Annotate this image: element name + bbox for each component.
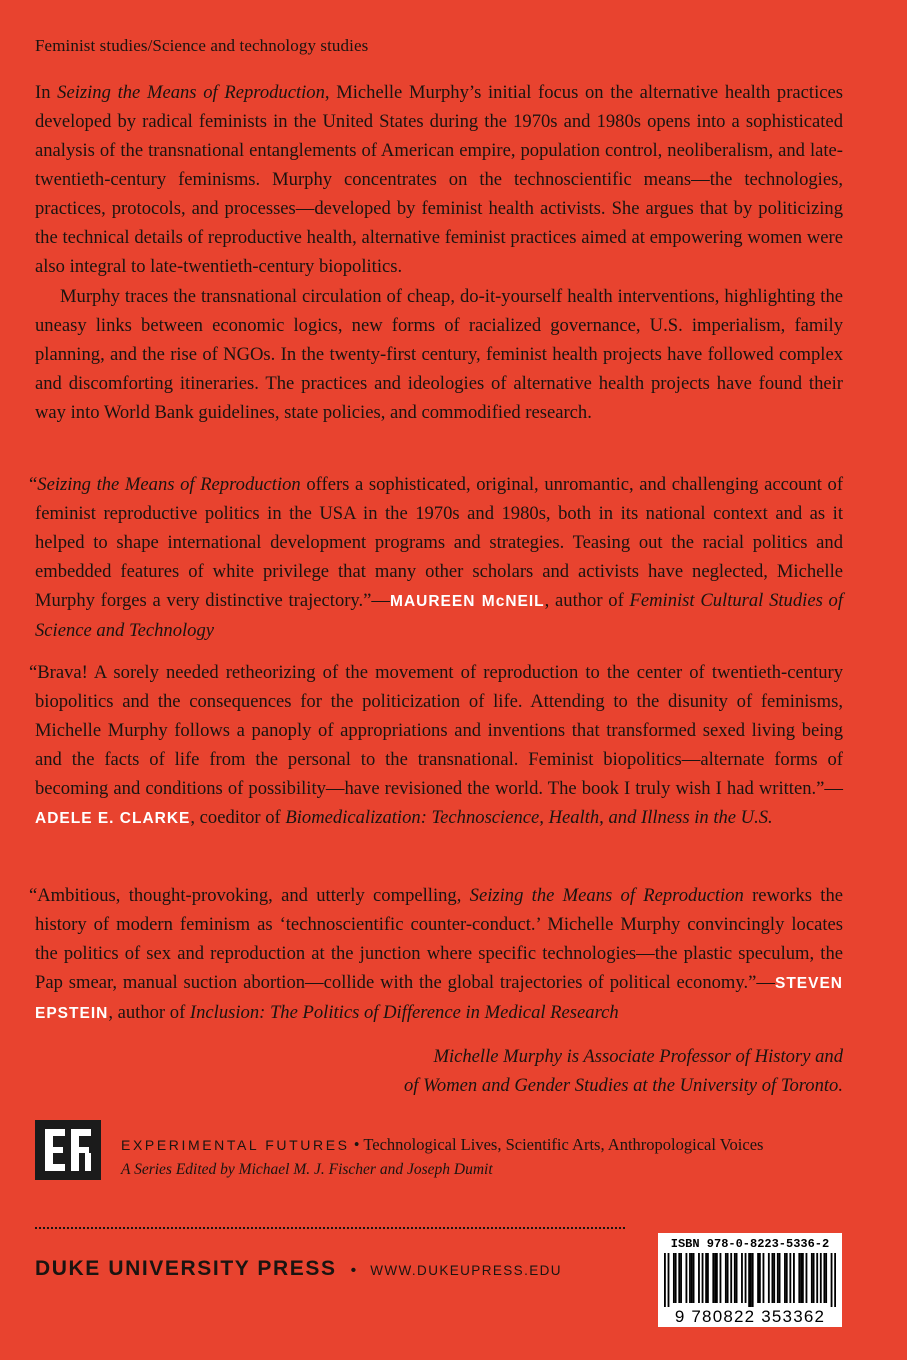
barcode-bar: [798, 1253, 800, 1303]
barcode-bar: [714, 1253, 716, 1303]
blurb-role: , author of: [108, 1002, 190, 1023]
barcode-bar: [813, 1253, 815, 1303]
isbn-label: ISBN 978-0-8223-5336-2: [670, 1237, 830, 1251]
blurb-role: , author of: [544, 590, 630, 611]
series-name: EXPERIMENTAL FUTURES: [121, 1137, 350, 1153]
barcode-bar: [834, 1253, 836, 1307]
barcode-bar: [806, 1253, 808, 1303]
barcode-bar: [675, 1253, 677, 1303]
barcode-bar: [736, 1253, 738, 1303]
barcode-bar: [773, 1253, 775, 1303]
barcode-bar: [759, 1253, 761, 1303]
blurb-mcneil: [29, 470, 844, 645]
barcode-bar: [752, 1253, 754, 1307]
barcode-bar: [678, 1253, 680, 1303]
barcode-bar: [772, 1253, 774, 1303]
barcode-bar: [745, 1253, 747, 1303]
barcode-bar: [664, 1253, 666, 1307]
barcode-bar: [734, 1253, 736, 1303]
blurb-author: MAUREEN McNEIL: [390, 593, 545, 610]
series-subtitle: Technological Lives, Scientific Arts, Anthropological Voices: [363, 1135, 764, 1154]
blurb-text: “Brava! A sorely needed retheorizing of the movement of reproduction to the center of twentieth-century biopolitics and the consequences for the politicization of life. Attending to the disunity of feminisms, Michelle Murphy follows a panoply of appropriations and inventions that transformed sexed living being and the facts of life from the personal to the transnational. Feminist biopolitics—alternate forms of becoming and conditions of possibility—have revisioned the world. The book I truly wish I had written.”—: [29, 662, 843, 799]
author-bio-line-1: Michelle Murphy is Associate Professor of History and: [433, 1046, 843, 1067]
series-title-line: [121, 1135, 763, 1155]
barcode-bar: [702, 1253, 704, 1303]
barcode-bar: [793, 1253, 795, 1303]
blurb-text: offers a sophisticated, original, unromantic, and challenging account of feminist reproductive politics in the USA in the 1970s and 1980s, both in its national context and as it helped to shape international development programs and strategies. Teasing out the racial politics and embedded features of white privilege that many other scholars and activists have neglected, Michelle Murphy forges a very distinctive trajectory.”—: [35, 474, 844, 611]
barcode-bars: [664, 1253, 836, 1307]
barcode-bar: [786, 1253, 788, 1303]
barcode-bar: [730, 1253, 732, 1303]
publisher-bullet: •: [350, 1262, 357, 1279]
barcode-bar: [831, 1253, 833, 1307]
barcode-bar: [691, 1253, 693, 1303]
barcode-bar: [779, 1253, 781, 1303]
barcode-bar: [698, 1253, 700, 1303]
blurb-author: STEVEN EPSTEIN: [35, 975, 843, 1022]
barcode-bar: [820, 1253, 822, 1303]
barcode-bar: [823, 1253, 825, 1303]
barcode-bar: [716, 1253, 718, 1303]
barcode-bar: [725, 1253, 727, 1303]
blurb-text-a: “Ambitious, thought-provoking, and utterly compelling,: [29, 885, 470, 906]
barcode-bar: [768, 1253, 770, 1303]
blurb-work: Biomedicalization: Technoscience, Health, and Illness in the U.S.: [285, 807, 773, 828]
barcode-bar: [712, 1253, 714, 1303]
publisher-url: WWW.DUKEUPRESS.EDU: [370, 1263, 562, 1278]
blurb-author: ADELE E. CLARKE: [35, 810, 191, 827]
desc-intro: In: [35, 82, 58, 103]
description-paragraph-2: Murphy traces the transnational circulation of cheap, do-it-yourself health interventions, highlighting the uneasy links between economic logics, new forms of racialized governance, U.S. imperialism, family planning, and the rise of NGOs. In the twenty-first century, feminist health projects have followed complex and discomforting itineraries. The practices and ideologies of alternative health projects have found their way into World Bank guidelines, state policies, and commodified research.: [35, 286, 843, 423]
barcode-bar: [707, 1253, 709, 1303]
blurb-work: Feminist Cultural Studies of Science and Technology: [35, 590, 844, 641]
barcode-bar: [763, 1253, 765, 1303]
barcode-bar: [727, 1253, 729, 1303]
barcode-bar: [748, 1253, 750, 1307]
barcode-bar: [686, 1253, 688, 1303]
ean-digits: 9 780822 353362: [674, 1307, 826, 1326]
barcode-bar: [720, 1253, 722, 1303]
barcode-bar: [789, 1253, 791, 1303]
desc-rest: , Michelle Murphy’s initial focus on the alternative health practices developed by radical feminists in the United States during the 1970s and 1980s opens into a sophisticated analysis of the transnational entanglements of American empire, population control, neoliberalism, and late-twentieth-century feminisms. Murphy concentrates on the technoscientific means—the technologies, practices, protocols, and processes—developed by feminist health activists. She argues that by politicizing the technical details of reproductive health, alternative feminist practices aimed at empowering women were also integral to late-twentieth-century biopolitics.: [35, 82, 843, 277]
barcode-bar: [693, 1253, 695, 1303]
barcode-bar: [800, 1253, 802, 1303]
barcode-bar: [680, 1253, 682, 1303]
barcode-bar: [784, 1253, 786, 1303]
barcode-bar: [777, 1253, 779, 1303]
barcode-bar: [802, 1253, 804, 1303]
open-quote: “: [29, 474, 38, 495]
blurb-work: Inclusion: The Politics of Difference in Medical Research: [189, 1002, 619, 1023]
barcode-bar: [668, 1253, 670, 1307]
barcode-bar: [741, 1253, 743, 1303]
isbn-barcode: [658, 1233, 842, 1327]
blurb-role: , coeditor of: [190, 807, 286, 828]
barcode-bar: [705, 1253, 707, 1303]
category-label: Feminist studies/Science and technology studies: [35, 36, 369, 55]
barcode-bar: [816, 1253, 818, 1303]
experimental-futures-logo-icon: [35, 1120, 101, 1180]
blurb-book-title: Seizing the Means of Reproduction: [469, 885, 744, 906]
publisher-name: DUKE UNIVERSITY PRESS: [35, 1257, 337, 1280]
barcode-bar: [689, 1253, 691, 1303]
barcode-bar: [825, 1253, 827, 1303]
publisher-line: [35, 1257, 562, 1281]
barcode-bar: [811, 1253, 813, 1303]
author-bio: [404, 1042, 843, 1100]
series-editors: A Series Edited by Michael M. J. Fischer and Joseph Dumit: [121, 1161, 493, 1178]
barcode-bar: [750, 1253, 752, 1307]
book-title-italic: Seizing the Means of Reproduction: [57, 82, 325, 103]
dotted-divider: [35, 1227, 625, 1229]
description-paragraph-1: [35, 78, 843, 281]
barcode-bar: [757, 1253, 759, 1303]
blurb-epstein: [29, 881, 844, 1028]
author-bio-line-2: of Women and Gender Studies at the University of Toronto.: [404, 1075, 843, 1096]
blurb-clarke: [29, 658, 843, 833]
barcode-bar: [673, 1253, 675, 1303]
series-separator: •: [349, 1135, 364, 1154]
blurb-text-b: reworks the history of modern feminism as ‘technoscientific counter-conduct.’ Michelle Murphy convincingly locates the politics of sex and reproduction at the junction where specific technologies—the plastic speculum, the Pap smear, manual suction abortion—collide with the global trajectories of political economy.”—: [35, 885, 844, 993]
blurb-book-title: Seizing the Means of Reproduction: [37, 474, 301, 495]
